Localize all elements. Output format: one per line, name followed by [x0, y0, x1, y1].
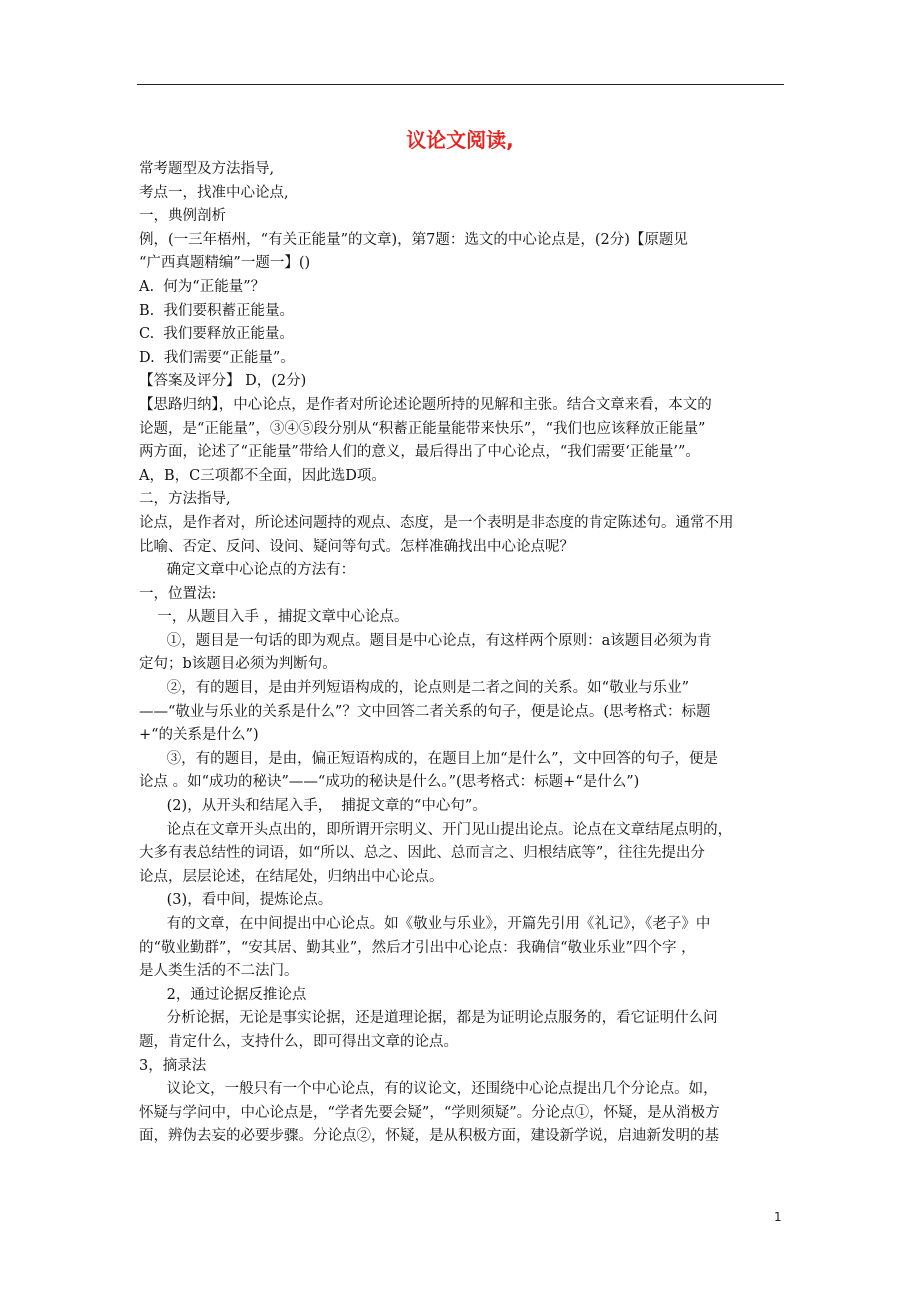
text-line: 是人类生活的不二法门。 — [139, 963, 299, 980]
text-line: +“的关系是什么”) — [139, 727, 259, 744]
text-line: ③，有的题目，是由，偏正短语构成的，在题目上加“是什么”，文中回答的句子，便是 — [139, 750, 718, 767]
text-line: 论题，是“正能量”，③④⑤段分别从“积蓄正能量能带来快乐”，“我们也应该释放正能量” — [139, 420, 706, 437]
header-rule — [137, 84, 784, 85]
text-line: 常考题型及方法指导, — [139, 161, 275, 177]
text-line: 【答案及评分】 D，(2分) — [139, 373, 307, 390]
text-line: 一，位置法: — [139, 585, 217, 602]
text-line: 例，(一三年梧州，“有关正能量”的文章)，第7题：选文的中心论点是，(2分)【原题见 — [139, 231, 688, 248]
text-line: “广西真题精编”一题一】() — [139, 255, 311, 272]
text-line: 3，摘录法 — [139, 1057, 207, 1074]
text-line: ②，有的题目，是由并列短语构成的，论点则是二者之间的关系。如“敬业与乐业” — [139, 680, 689, 697]
text-line: 论点，是作者对，所论述问题持的观点、态度，是一个表明是非态度的肯定陈述句。通常不用 — [139, 514, 734, 531]
text-line: 论点 。如“成功的秘诀”——“成功的秘诀是什么。”(思考格式：标题+“是什么”) — [139, 774, 640, 791]
text-line: 的“敬业勤群”，“安其居、勤其业”，然后才引出中心论点：我确信“敬业乐业”四个字 ， — [139, 939, 696, 956]
text-line: 两方面，论述了“正能量”带给人们的意义，最后得出了中心论点，“我们需要‘正能量’”。 — [139, 444, 700, 461]
text-line: 有的文章，在中间提出中心论点。如《敬业与乐业》，开篇先引用《礼记》，《老子》中 — [139, 916, 711, 932]
text-line: ——“敬业与乐业的关系是什么”？文中回答二者关系的句子，便是论点。(思考格式：标题 — [139, 703, 711, 720]
text-line: 一，典例剖析 — [139, 208, 226, 225]
text-line: (3)，看中间，提炼论点。 — [139, 892, 333, 909]
text-line: 一，从题目入手 ，捕捉文章中心论点。 — [139, 609, 409, 626]
text-line: 分析论据，无论是事实论据，还是道理论据，都是为证明论点服务的，看它证明什么问 — [139, 1010, 718, 1027]
text-line: 议论文，一般只有一个中心论点，有的议论文，还围绕中心论点提出几个分论点。如， — [139, 1081, 718, 1098]
document-body — [139, 158, 789, 1149]
document-title: 议论文阅读, — [406, 128, 514, 152]
text-line: 确定文章中心论点的方法有： — [139, 562, 356, 579]
text-line: (2)，从开头和结尾入手， 捕捉文章的“中心句”。 — [139, 798, 487, 815]
text-line: 怀疑与学问中，中心论点是，“学者先要会疑”，“学则须疑”。分论点①，怀疑，是从消极方 — [139, 1104, 720, 1121]
text-line: D. 我们需要“正能量”。 — [139, 349, 295, 366]
text-line: 论点，层层论述，在结尾处，归纳出中心论点。 — [139, 868, 444, 885]
text-line: 考点一，找准中心论点, — [139, 184, 289, 201]
text-line: 【思路归纳】，中心论点，是作者对所论述论题所持的见解和主张。结合文章来看，本文的 — [139, 396, 712, 413]
text-line: 2，通过论据反推论点 — [139, 986, 307, 1003]
text-line: 论点在文章开头点出的，即所谓开宗明义、开门见山提出论点。论点在文章结尾点明的， — [139, 821, 733, 838]
page-number: 1 — [774, 1210, 782, 1224]
text-line: A，B，C三项都不全面，因此选D项。 — [139, 467, 386, 484]
text-line: 二，方法指导, — [139, 491, 231, 508]
text-line: 大多有表总结性的词语，如“所以、总之、因此、总而言之、归根结底等”，往往先提出分 — [139, 845, 705, 862]
text-line: C. 我们要释放正能量。 — [139, 326, 294, 343]
text-line: ①，题目是一句话的即为观点。题目是中心论点，有这样两个原则：a该题目必须为肯 — [139, 632, 712, 649]
text-line: 题，肯定什么，支持什么，即可得出文章的论点。 — [139, 1033, 458, 1050]
text-line: B. 我们要积蓄正能量。 — [139, 302, 294, 319]
text-line: A. 何为“正能量”？ — [139, 278, 266, 295]
text-line: 定句；b该题目必须为判断句。 — [139, 656, 337, 673]
text-line: 比喻、否定、反问、设问、疑问等句式。怎样准确找出中心论点呢？ — [139, 538, 574, 555]
text-line: 面，辨伪去妄的必要步骤。分论点②，怀疑，是从积极方面，建设新学说，启迪新发明的基 — [139, 1128, 719, 1145]
